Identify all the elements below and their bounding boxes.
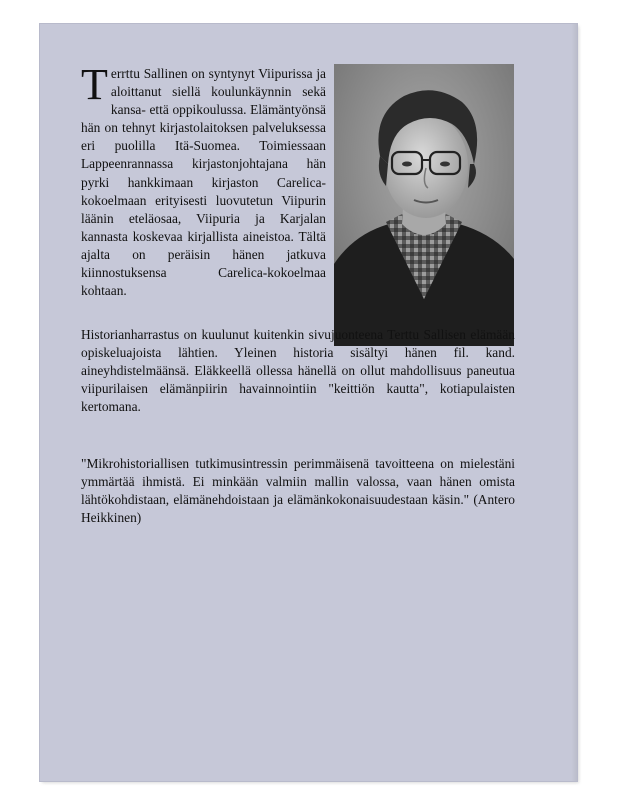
intro-text: errttu Sallinen on syntynyt Viipurissa ja aloittanut siellä koulunkäynnin sekä kansa- että oppikoulussa. Elämäntyönsä hän on tehnyt kirjastolaitoksen palveluksessa eri puolilla Itä-Suomea. Toimiessaan Lappeenrannassa kirjastonjohtajana hän pyrki hankkimaan kirjaston Carelica-kokoelmaan erityisesti luovutetun Viipurin läänin eteläosaa, Viipuria ja Karjalan kannasta koskevaa kirjallista aineistoa. Tältä ajalta on peräisin hänen jatkuva kiinnostuksensa Carelica-kokoelmaa kohtaan. xyxy=(81,66,326,299)
portrait-illustration xyxy=(334,64,514,346)
author-portrait xyxy=(334,64,514,346)
biography-paragraph: Historianharrastus on kuulunut kuitenkin sivujuonteena Terttu Sallisen elämään opiskeluajoista lähtien. Yleinen historia sisältyi hänen fil. kand. aineyhdistelmäänsä. Eläkkeellä ollessa hänellä on ollut mahdollisuus paneutua viipurilaisen elämänpiirin havainnointiin "keittiön kautta", kotiapulaisten kertomana. xyxy=(81,327,515,415)
intro-paragraph xyxy=(81,60,326,300)
quote-paragraph: "Mikrohistoriallisen tutkimusintressin perimmäisenä tavoitteena on mielestäni ymmärtää ihmistä. Ei minkään valmiin mallin valossa, vaan hänen omista lähtökohdistaan, elämänehdoistaan ja elämänkokonaisuudestaan käsin." (Antero Heikkinen) xyxy=(81,456,515,526)
cover-edge-shade xyxy=(571,24,577,781)
drop-cap: T xyxy=(81,60,108,109)
book-back-cover xyxy=(40,24,577,781)
